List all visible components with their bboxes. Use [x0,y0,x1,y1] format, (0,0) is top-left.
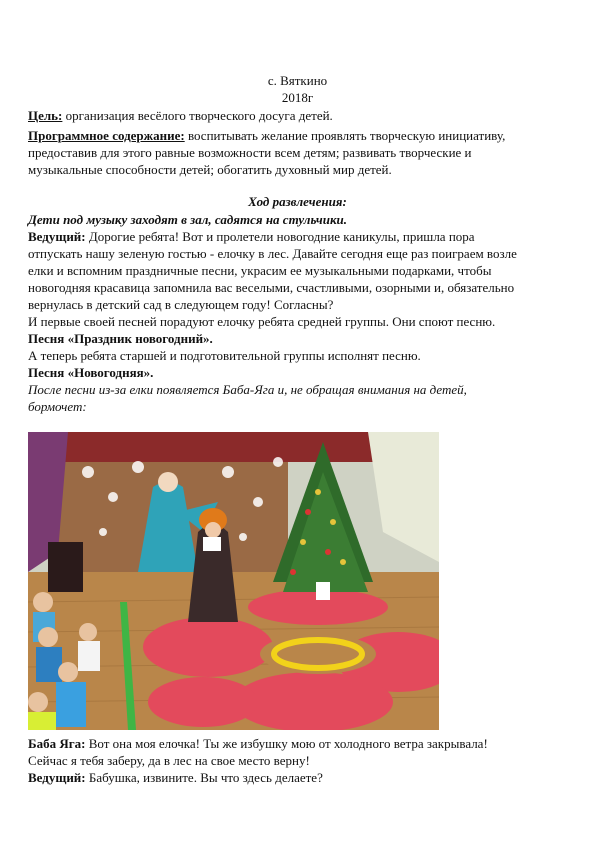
stage-direction-line-2: бормочет: [28,399,87,414]
baba-yaga-label: Баба Яга: [28,736,86,751]
host-reply-label: Ведущий: [28,770,86,785]
host-speech-line-4: новогодняя красавица запомнила вас веселыми, счастливыми, озорными и, обязательно [28,280,515,295]
goal-text: организация весёлого творческого досуга детей. [62,108,333,123]
program-text-1: воспитывать желание проявлять творческую инициативу, [184,128,506,143]
baba-yaga-line-2: Сейчас я тебя заберу, да в лес на свое место верну! [28,753,310,768]
paragraph-entry: Дети под музыку заходят в зал, садятся на стульчики. [28,212,348,227]
song-title-1: Песня «Праздник новогодний». [28,331,213,346]
host-speech-line-1 [28,228,568,245]
paragraph-first-song: И первые своей песней порадуют елочку ребята средней группы. Они споют песню. [28,314,496,329]
host-speech-line-3: елки и вспомним праздничные песни, украсим ее музыкальными подарками, чтобы [28,263,492,278]
goal-line [28,107,568,124]
program-line-3: музыкальные способности детей; обогатить духовный мир детей. [28,162,392,177]
program-line-2: предоставив для этого равные возможности всем детям; развивать творческие и [28,145,472,160]
host-reply-line [28,769,568,786]
host-reply-text: Бабушка, извините. Вы что здесь делаете? [85,770,323,785]
event-photo [28,432,439,730]
stage-direction-line-1: После песни из-за елки появляется Баба-Яга и, не обращая внимания на детей, [28,382,467,397]
host-speech-line-5: вернулась в детский сад в следующем году! Согласны? [28,297,334,312]
header-place: с. Вяткино [267,73,328,88]
host-text-1: Дорогие ребята! Вот и пролетели новогодние каникулы, пришла пора [85,229,475,244]
song-title-2: Песня «Новогодняя». [28,365,154,380]
section-title: Ход развлечения: [248,194,347,209]
header-year: 2018г [281,90,314,105]
baba-yaga-text-1: Вот она моя елочка! Ты же избушку мою от холодного ветра закрывала! [85,736,488,751]
program-label: Программное содержание: [28,128,185,143]
host-label: Ведущий: [28,229,86,244]
goal-label: Цель: [28,108,63,123]
host-speech-line-2: отпускать нашу зеленую гостью - елочку в лес. Давайте сегодня еще раз поиграем возле [28,246,517,261]
paragraph-second-song: А теперь ребята старшей и подготовительной группы исполнят песню. [28,348,421,363]
baba-yaga-line-1 [28,735,568,752]
program-line-1 [28,127,568,144]
